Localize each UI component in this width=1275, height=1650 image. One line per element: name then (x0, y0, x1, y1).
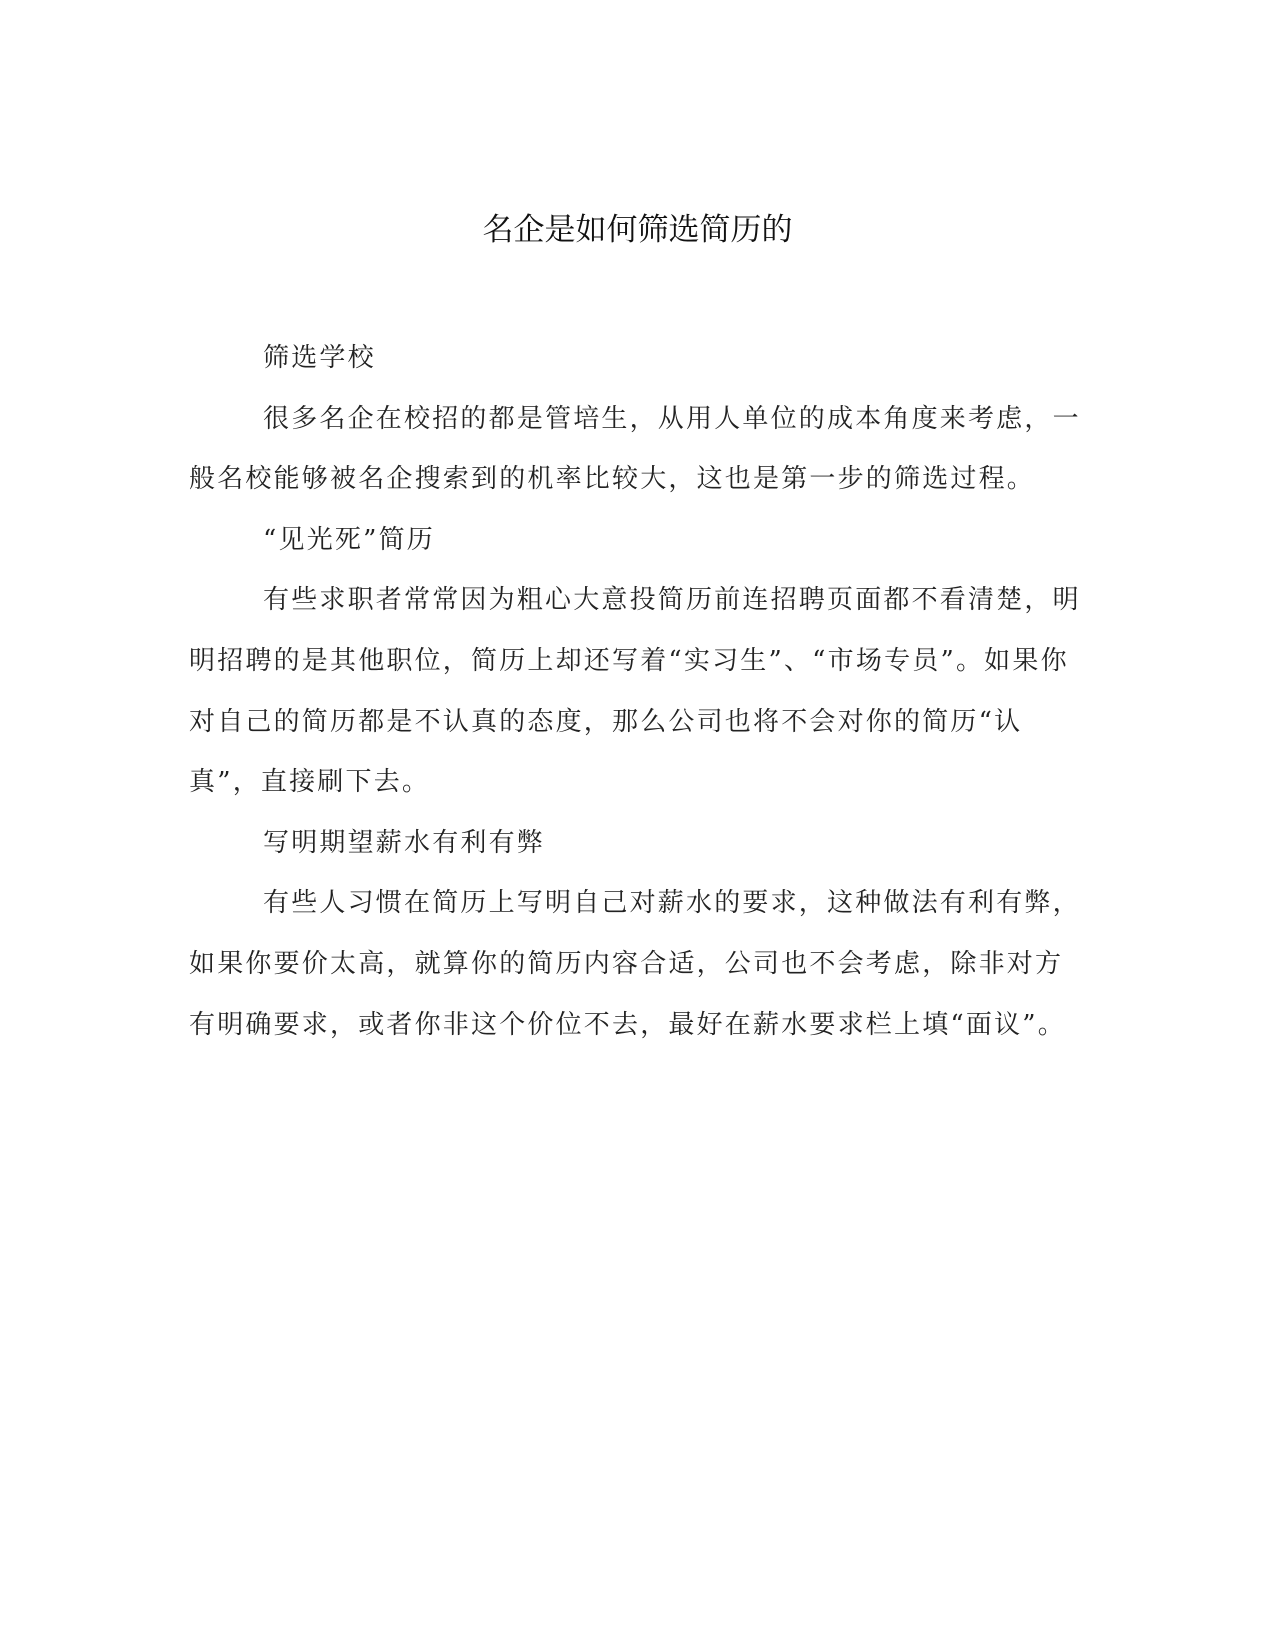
document-body (189, 328, 1081, 1055)
paragraph-school-filter: 很多名企在校招的都是管培生，从用人单位的成本角度来考虑，一般名校能够被名企搜索到的机率比较大，这也是第一步的筛选过程。 (189, 403, 1081, 495)
section-heading-dead-on-sight-resume: “见光死”简历 (263, 524, 435, 555)
paragraph-salary-expectation: 有些人习惯在简历上写明自己对薪水的要求，这种做法有利有弊，如果你要价太高，就算你的简历内容合适，公司也不会考虑，除非对方有明确要求，或者你非这个价位不去，最好在薪水要求栏上填“面议”。 (189, 888, 1081, 1040)
document-title: 名企是如何筛选简历的 (482, 212, 793, 248)
paragraph-dead-on-sight-resume: 有些求职者常常因为粗心大意投简历前连招聘页面都不看清楚，明明招聘的是其他职位，简历上却还写着“实习生”、“市场专员”。如果你对自己的简历都是不认真的态度，那么公司也将不会对你的简历“认真”，直接刷下去。 (189, 585, 1081, 798)
section-heading-salary-expectation: 写明期望薪水有利有弊 (263, 827, 546, 858)
section-heading-school-filter: 筛选学校 (263, 343, 376, 373)
